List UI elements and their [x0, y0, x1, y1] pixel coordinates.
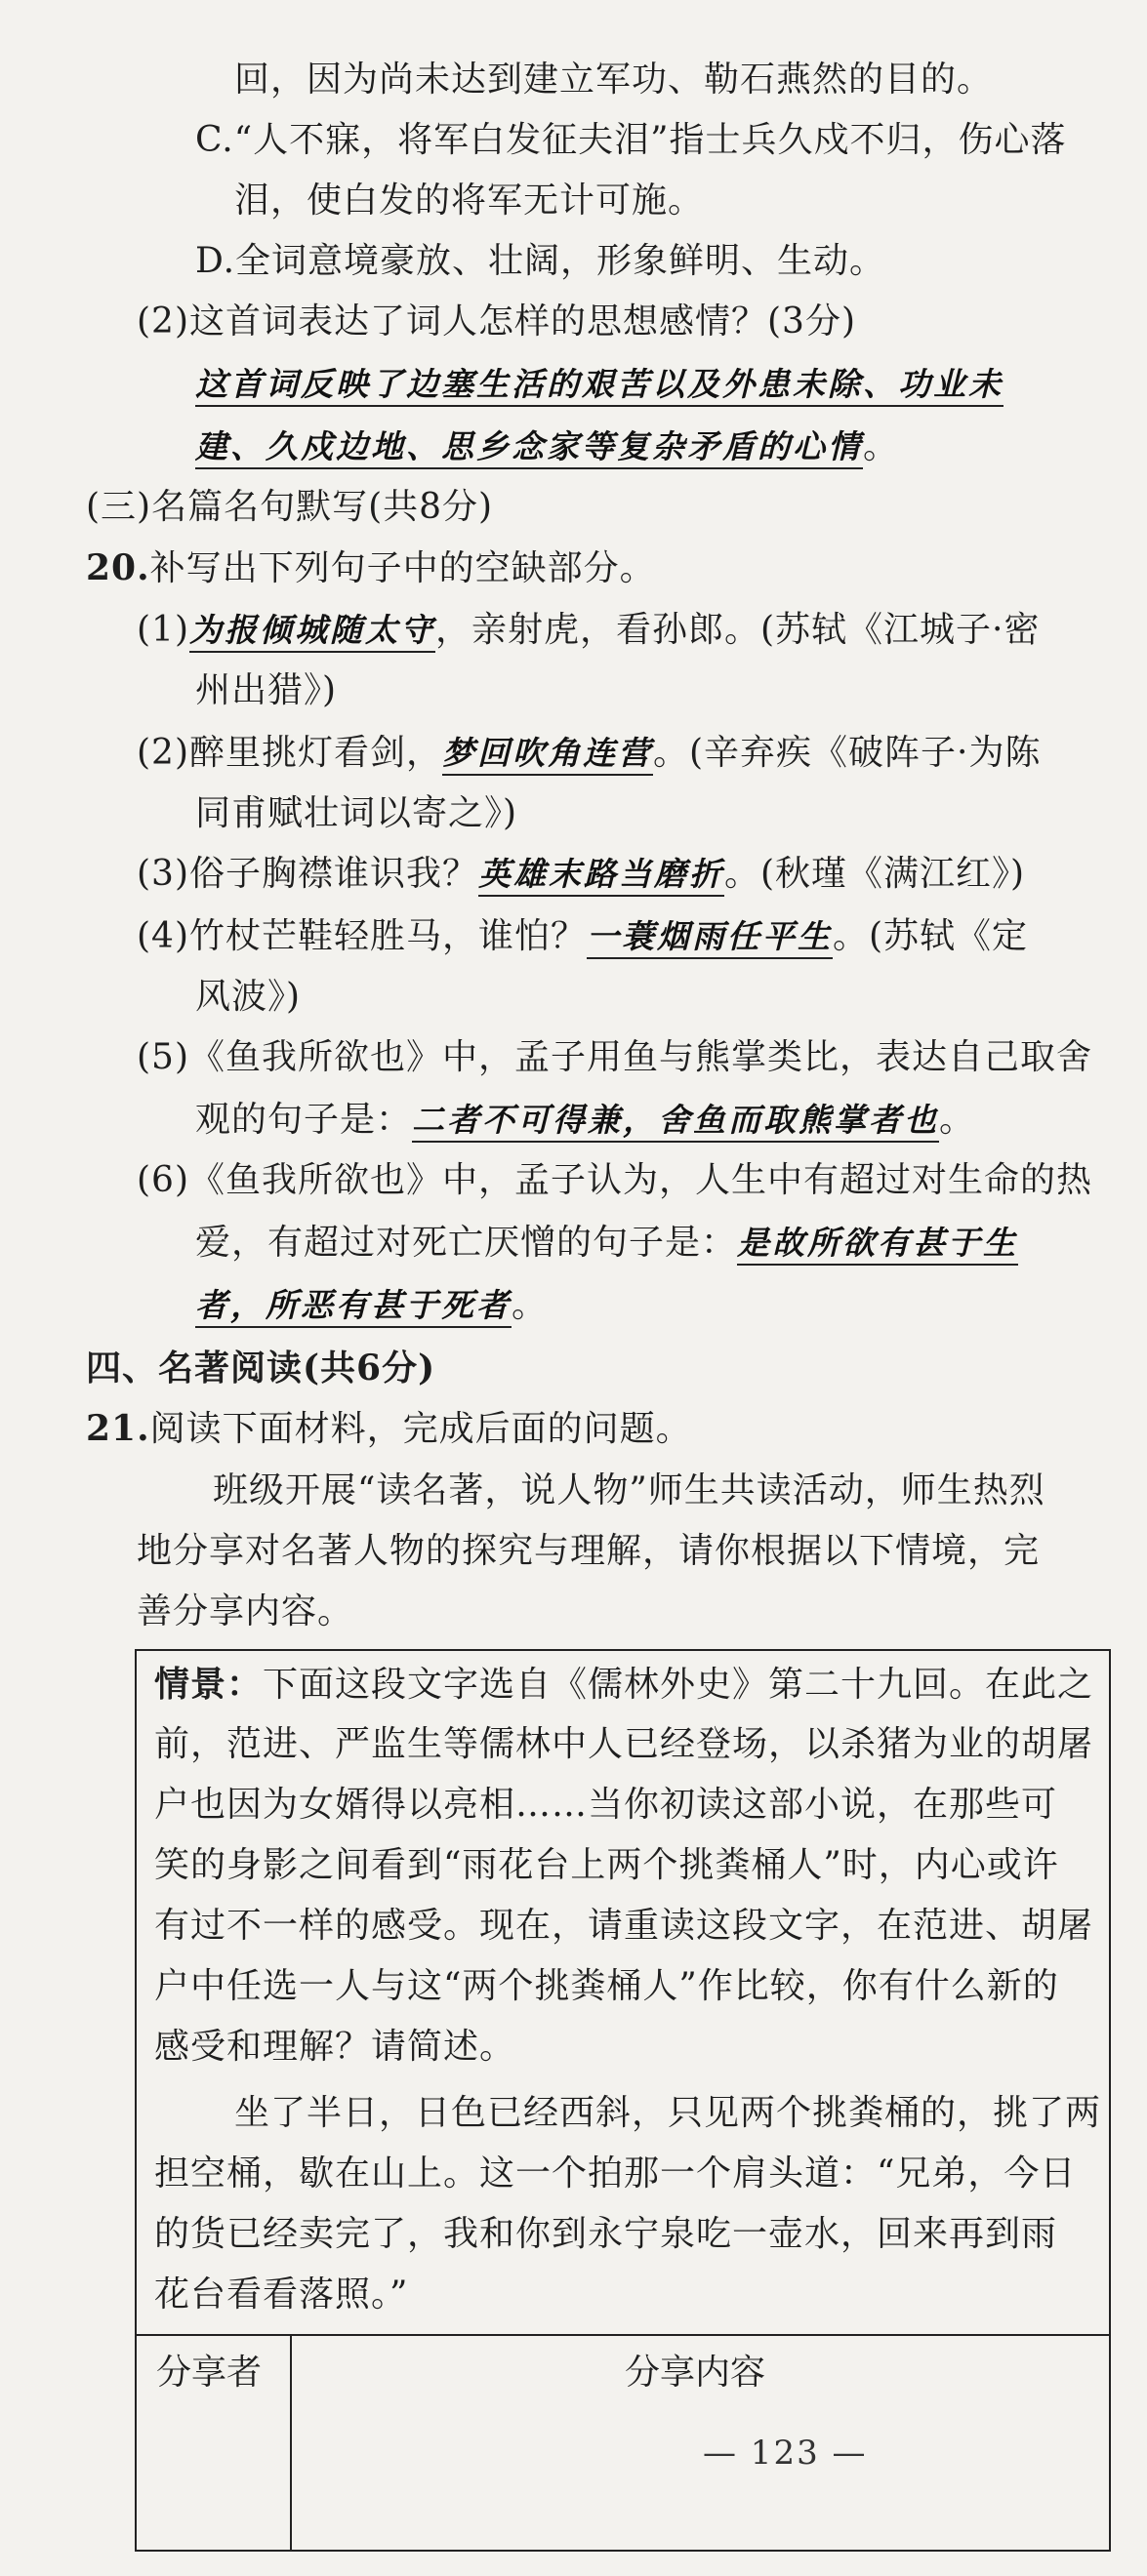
handwritten-answer: 为报倾城随太守 [189, 611, 435, 653]
q19-option-c-line1: C.“人不寐，将军白发征夫泪”指士兵久戍不归，伤心落 [195, 120, 1067, 160]
q20-item5-line2 [195, 1097, 975, 1144]
item-text: (3)俗子胸襟谁识我？ [137, 854, 478, 894]
q19-part2-prompt: (2)这首词表达了词人怎样的思想感情？(3分) [137, 302, 856, 342]
item-text: 。 [512, 1285, 549, 1325]
q20-item1 [137, 607, 1041, 654]
table-header-sharer: 分享者 [156, 2353, 263, 2393]
question-number: 21. [86, 1408, 150, 1449]
item-text: 爱，有超过对死亡厌憎的句子是： [195, 1223, 738, 1263]
scenario-line2: 前，范进、严监生等儒林中人已经登场，以杀猪为业的胡屠 [154, 1724, 1094, 1764]
handwritten-answer: 二者不可得兼，舍鱼而取熊掌者也 [412, 1101, 939, 1143]
question-number: 20. [86, 547, 150, 588]
item-text: 。 [939, 1100, 976, 1140]
q19-option-b-continued: 回，因为尚未达到建立军功、勒石燕然的目的。 [234, 60, 994, 100]
q20-item2-line2: 同甫赋壮词以寄之》) [195, 793, 518, 833]
q20-item6-line3 [195, 1282, 548, 1329]
scenario-line4: 笑的身影之间看到“雨花台上两个挑粪桶人”时，内心或许 [154, 1845, 1059, 1885]
q20-item4-line2: 风波》) [195, 977, 302, 1017]
q19-option-c-line2: 泪，使白发的将军无计可施。 [234, 181, 705, 221]
handwritten-answer: 英雄末路当磨折 [478, 855, 724, 897]
period: 。 [863, 426, 900, 466]
scenario-label: 情景： [154, 1664, 264, 1705]
table-header-content: 分享内容 [625, 2353, 766, 2393]
q20-item4 [137, 913, 1028, 960]
item-text: 。(苏轼《定 [833, 916, 1029, 956]
item-text: (2)醉里挑灯看剑， [137, 733, 442, 773]
q20-prompt [86, 544, 656, 592]
scenario-line5: 有过不一样的感受。现在，请重读这段文字，在范进、胡屠 [154, 1906, 1094, 1946]
question-text: 阅读下面材料，完成后面的问题。 [149, 1409, 692, 1449]
item-number: (1) [137, 610, 189, 650]
item-text: 观的句子是： [195, 1100, 413, 1140]
excerpt-line2: 担空桶，歇在山上。这一个拍那一个肩头道：“兄弟，今日 [154, 2153, 1077, 2194]
q20-item1-line2: 州出猎》) [195, 670, 338, 710]
table-column-divider [290, 2334, 292, 2550]
q21-prompt [86, 1405, 692, 1453]
scenario-text: 下面这段文字选自《儒林外史》第二十九回。在此之 [263, 1665, 1094, 1705]
handwritten-answer: 梦回吹角连营 [442, 734, 653, 776]
question-text: 补写出下列句子中的空缺部分。 [149, 548, 656, 588]
excerpt-line1: 坐了半日，日色已经西斜，只见两个挑粪桶的，挑了两 [234, 2093, 1102, 2133]
scenario-line1 [154, 1661, 1093, 1709]
item-text: (4)竹杖芒鞋轻胜马，谁怕？ [137, 916, 587, 956]
q20-item3 [137, 851, 1025, 898]
section3-title: (三)名篇名句默写(共8分) [86, 487, 494, 527]
handwritten-answer: 这首词反映了边塞生活的艰苦以及外患未除、功业未 [195, 365, 1004, 407]
q20-item2 [137, 730, 1042, 777]
table-divider [137, 2334, 1109, 2336]
scenario-line3: 户也因为女婿得以亮相……当你初读这部小说，在那些可 [154, 1785, 1058, 1825]
handwritten-answer: 建、久戍边地、思乡念家等复杂矛盾的心情 [195, 427, 863, 469]
item-text: ，亲射虎，看孙郎。(苏轼《江城子·密 [435, 610, 1041, 650]
scenario-line7: 感受和理解？请简述。 [154, 2027, 516, 2067]
scenario-line6: 户中任选一人与这“两个挑粪桶人”作比较，你有什么新的 [154, 1966, 1059, 2006]
excerpt-line3: 的货已经卖完了，我和你到永宁泉吃一壶水，回来再到雨 [154, 2214, 1058, 2254]
q19-part2-answer-line1 [195, 361, 1004, 408]
q21-intro-line1: 班级开展“读名著，说人物”师生共读活动，师生热烈 [213, 1470, 1045, 1510]
q20-item5-line1: (5)《鱼我所欲也》中，孟子用鱼与熊掌类比，表达自己取舍 [137, 1037, 1092, 1077]
q20-item6-line1: (6)《鱼我所欲也》中，孟子认为，人生中有超过对生命的热 [137, 1160, 1092, 1200]
handwritten-answer: 是故所欲有甚于生 [737, 1224, 1018, 1266]
item-text: 。(秋瑾《满江红》) [724, 854, 1026, 894]
scenario-box [135, 1649, 1111, 2552]
q21-intro-line3: 善分享内容。 [137, 1591, 354, 1631]
q21-intro-line2: 地分享对名著人物的探究与理解，请你根据以下情境，完 [137, 1531, 1041, 1571]
item-text: 。(辛弃疾《破阵子·为陈 [653, 733, 1042, 773]
excerpt-line4: 花台看看落照。” [154, 2274, 409, 2314]
handwritten-answer: 一蓑烟雨任平生 [587, 917, 833, 959]
page-number: — 123 — [703, 2434, 868, 2473]
q19-part2-answer-line2 [195, 423, 899, 470]
q20-item6-line2 [195, 1220, 1018, 1267]
handwritten-answer: 者，所恶有甚于死者 [195, 1286, 512, 1328]
q19-option-d: D.全词意境豪放、壮阔，形象鲜明、生动。 [195, 241, 886, 281]
section4-title: 四、名著阅读(共6分) [86, 1348, 436, 1389]
